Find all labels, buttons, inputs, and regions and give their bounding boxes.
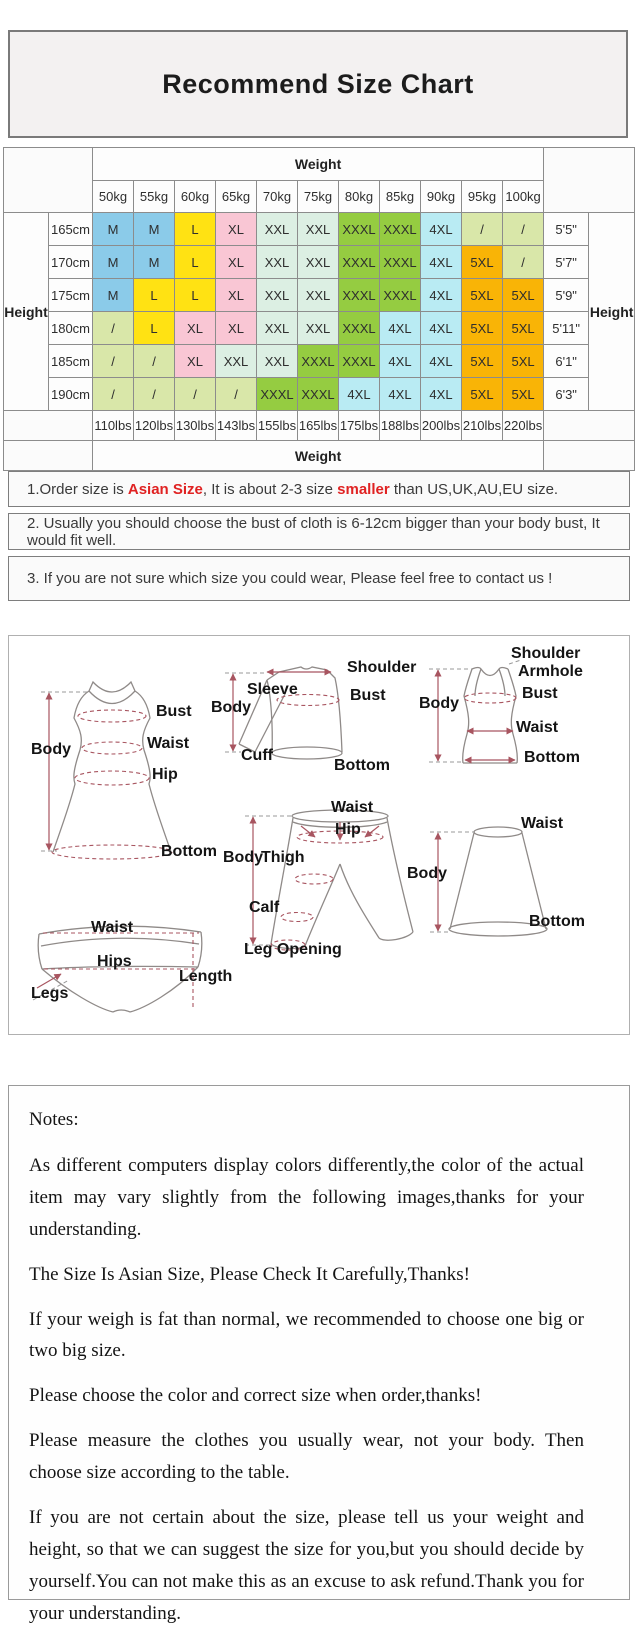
size-cell: XL xyxy=(175,345,216,378)
dress-bust-label: Bust xyxy=(156,703,192,720)
size-cell: 4XL xyxy=(421,312,462,345)
order-note-3 xyxy=(8,556,630,601)
size-cell: XXL xyxy=(257,279,298,312)
weight-footer-row xyxy=(4,441,635,471)
size-cell: 4XL xyxy=(421,246,462,279)
size-row-170cm xyxy=(4,246,635,279)
corner-bottom-left xyxy=(4,411,93,441)
lbs-row xyxy=(4,411,635,441)
height-cm-cell: 175cm xyxy=(49,279,93,312)
size-cell: XXXL xyxy=(339,246,380,279)
size-cell: L xyxy=(175,213,216,246)
height-cm-cell: 190cm xyxy=(49,378,93,411)
kg-header-cell: 65kg xyxy=(216,181,257,213)
size-row-185cm xyxy=(4,345,635,378)
size-cell: XXL xyxy=(298,312,339,345)
order-note-2-text: 2. Usually you should choose the bust of cloth is 6-12cm bigger than your body bust, It would fit well. xyxy=(27,514,600,549)
lbs-cell: 155lbs xyxy=(257,411,298,441)
size-cell: XXL xyxy=(298,246,339,279)
height-cm-cell: 170cm xyxy=(49,246,93,279)
kg-header-cell: 90kg xyxy=(421,181,462,213)
note1-red-smaller: smaller xyxy=(337,480,390,498)
note-paragraph-colors: As different computers display colors differently,the color of the actual item may vary slightly from the following images,thanks for your understanding. xyxy=(29,1154,584,1240)
order-note-1-text xyxy=(27,481,558,498)
lbs-cell: 120lbs xyxy=(134,411,175,441)
note-paragraph-choose: Please choose the color and correct size when order,thanks! xyxy=(29,1385,482,1407)
weight-header: Weight xyxy=(93,148,544,181)
briefs-length-label: Length xyxy=(179,968,233,985)
size-cell: 4XL xyxy=(380,345,421,378)
order-note-1 xyxy=(8,471,630,507)
size-cell: / xyxy=(93,312,134,345)
size-cell: XXXL xyxy=(257,378,298,411)
note1-part2: , It is about 2-3 size xyxy=(202,480,338,498)
size-cell: XXXL xyxy=(380,246,421,279)
size-cell: / xyxy=(93,378,134,411)
size-cell: 5XL xyxy=(503,312,544,345)
size-cell: 5XL xyxy=(462,345,503,378)
lbs-cell: 175lbs xyxy=(339,411,380,441)
size-cell: XL xyxy=(216,279,257,312)
size-cell: 4XL xyxy=(421,378,462,411)
height-cm-cell: 185cm xyxy=(49,345,93,378)
size-cell: XL xyxy=(216,213,257,246)
briefs-hips-label: Hips xyxy=(97,953,132,970)
lbs-cell: 165lbs xyxy=(298,411,339,441)
kg-header-row xyxy=(4,181,635,213)
pants-calf-label: Calf xyxy=(249,899,280,916)
size-cell: 4XL xyxy=(421,279,462,312)
top-cuff-label: Cuff xyxy=(241,747,273,764)
size-cell: XXL xyxy=(257,213,298,246)
pants-thigh-label: Thigh xyxy=(261,849,305,866)
size-cell: XXL xyxy=(257,246,298,279)
top-sleeve-label: Sleeve xyxy=(247,681,298,698)
vest-waist-label: Waist xyxy=(516,719,559,736)
size-cell: M xyxy=(134,246,175,279)
kg-header-cell: 55kg xyxy=(134,181,175,213)
order-note-2 xyxy=(8,513,630,550)
kg-header-cell: 80kg xyxy=(339,181,380,213)
top-bust-label: Bust xyxy=(350,687,386,704)
size-cell: XXXL xyxy=(339,213,380,246)
size-cell: M xyxy=(93,279,134,312)
size-cell: / xyxy=(134,378,175,411)
size-cell: 5XL xyxy=(462,312,503,345)
lbs-cell: 188lbs xyxy=(380,411,421,441)
dress-body-label: Body xyxy=(31,741,71,758)
size-cell: L xyxy=(175,279,216,312)
pants-leg-opening-label: Leg Opening xyxy=(244,941,342,958)
corner-top-right xyxy=(544,148,635,213)
size-cell: XXL xyxy=(257,345,298,378)
size-cell: XXXL xyxy=(339,345,380,378)
corner-footer-left xyxy=(4,441,93,471)
height-header-left: Height xyxy=(4,213,49,411)
lbs-cell: 130lbs xyxy=(175,411,216,441)
size-row-180cm xyxy=(4,312,635,345)
height-ft-cell: 5'5" xyxy=(544,213,589,246)
size-cell: 5XL xyxy=(462,246,503,279)
size-cell: 5XL xyxy=(503,279,544,312)
corner-top-left xyxy=(4,148,93,213)
note1-part3: than US,UK,AU,EU size. xyxy=(389,480,559,498)
size-cell: L xyxy=(175,246,216,279)
top-body-label: Body xyxy=(211,699,251,716)
lbs-cell: 110lbs xyxy=(93,411,134,441)
bottom-notes-box xyxy=(8,1085,630,1624)
size-cell: / xyxy=(503,213,544,246)
note1-part1: 1.Order size is xyxy=(27,480,128,498)
size-cell: / xyxy=(134,345,175,378)
vest-bottom-label: Bottom xyxy=(524,749,580,766)
size-cell: 4XL xyxy=(380,378,421,411)
size-cell: XXXL xyxy=(339,279,380,312)
weight-footer: Weight xyxy=(93,441,544,471)
order-note-3-text: 3. If you are not sure which size you could wear, Please feel free to contact us ! xyxy=(27,570,553,587)
kg-header-cell: 50kg xyxy=(93,181,134,213)
size-chart-table xyxy=(3,147,635,471)
size-cell: M xyxy=(93,246,134,279)
vest-shoulder-label: Shoulder xyxy=(511,645,581,662)
briefs-waist-label: Waist xyxy=(91,919,134,936)
size-cell: 4XL xyxy=(421,213,462,246)
note-paragraph-measure: Please measure the clothes you usually wear, not your body. Then choose size according to the table. xyxy=(29,1430,584,1484)
size-cell: 5XL xyxy=(503,345,544,378)
size-cell: XXXL xyxy=(298,345,339,378)
vest-bust-label: Bust xyxy=(522,685,558,702)
height-ft-cell: 6'1" xyxy=(544,345,589,378)
skirt-bottom-label: Bottom xyxy=(529,913,585,930)
size-cell: XXXL xyxy=(339,312,380,345)
kg-header-cell: 70kg xyxy=(257,181,298,213)
vest-body-label: Body xyxy=(419,695,459,712)
size-cell: / xyxy=(175,378,216,411)
note-paragraph-weigh: If your weigh is fat than normal, we recommended to choose one big or two big size. xyxy=(29,1308,584,1362)
height-header-right: Height xyxy=(589,213,635,411)
size-cell: / xyxy=(216,378,257,411)
dress-bottom-label: Bottom xyxy=(161,843,217,860)
weight-header-row xyxy=(4,148,635,181)
height-cm-cell: 180cm xyxy=(49,312,93,345)
corner-footer-right xyxy=(544,441,635,471)
size-row-165cm xyxy=(4,213,635,246)
height-ft-cell: 5'11" xyxy=(544,312,589,345)
pants-waist-label: Waist xyxy=(331,799,374,816)
size-cell: L xyxy=(134,312,175,345)
top-shoulder-label: Shoulder xyxy=(347,659,417,676)
size-cell: XXL xyxy=(298,279,339,312)
title-box xyxy=(8,30,628,138)
size-row-190cm xyxy=(4,378,635,411)
size-cell: 4XL xyxy=(380,312,421,345)
size-cell: XL xyxy=(175,312,216,345)
height-ft-cell: 5'9" xyxy=(544,279,589,312)
lbs-cell: 210lbs xyxy=(462,411,503,441)
size-cell: 5XL xyxy=(503,378,544,411)
pants-body-label: Body xyxy=(223,849,263,866)
size-cell: L xyxy=(134,279,175,312)
size-cell: 5XL xyxy=(462,378,503,411)
dress-waist-label: Waist xyxy=(147,735,190,752)
lbs-cell: 143lbs xyxy=(216,411,257,441)
note-paragraph-refund: If you are not certain about the size, please tell us your weight and height, so that we can suggest the size for you,but you should decide by yourself.You can not make this as an excuse to ask refund.Thank you for your understanding. xyxy=(29,1507,584,1624)
size-cell: 4XL xyxy=(339,378,380,411)
kg-header-cell: 95kg xyxy=(462,181,503,213)
size-cell: 5XL xyxy=(462,279,503,312)
height-ft-cell: 5'7" xyxy=(544,246,589,279)
lbs-cell: 220lbs xyxy=(503,411,544,441)
height-cm-cell: 165cm xyxy=(49,213,93,246)
height-ft-cell: 6'3" xyxy=(544,378,589,411)
size-cell: XXXL xyxy=(380,213,421,246)
size-cell: M xyxy=(93,213,134,246)
size-row-175cm xyxy=(4,279,635,312)
size-cell: XXXL xyxy=(298,378,339,411)
kg-header-cell: 100kg xyxy=(503,181,544,213)
size-cell: XXL xyxy=(257,312,298,345)
skirt-body-label: Body xyxy=(407,865,447,882)
pants-hip-label: Hip xyxy=(335,821,361,838)
skirt-waist-label: Waist xyxy=(521,815,564,832)
note1-red-asian-size: Asian Size xyxy=(127,480,203,498)
top-bottom-label: Bottom xyxy=(334,757,390,774)
kg-header-cell: 85kg xyxy=(380,181,421,213)
corner-bottom-right xyxy=(544,411,635,441)
size-cell: XL xyxy=(216,312,257,345)
size-cell: XL xyxy=(216,246,257,279)
dress-hip-label: Hip xyxy=(152,766,178,783)
measurement-diagrams xyxy=(8,635,630,1035)
size-cell: / xyxy=(503,246,544,279)
briefs-legs-label: Legs xyxy=(31,985,69,1002)
size-cell: XXL xyxy=(298,213,339,246)
kg-header-cell: 60kg xyxy=(175,181,216,213)
note-paragraph-asian-size: The Size Is Asian Size, Please Check It Carefully,Thanks! xyxy=(29,1263,470,1285)
notes-heading: Notes: xyxy=(29,1109,79,1130)
size-cell: / xyxy=(462,213,503,246)
size-cell: XXXL xyxy=(380,279,421,312)
size-cell: / xyxy=(93,345,134,378)
vest-armhole-label: Armhole xyxy=(518,663,583,680)
size-cell: M xyxy=(134,213,175,246)
size-cell: XXL xyxy=(216,345,257,378)
size-cell: 4XL xyxy=(421,345,462,378)
kg-header-cell: 75kg xyxy=(298,181,339,213)
lbs-cell: 200lbs xyxy=(421,411,462,441)
page-title: Recommend Size Chart xyxy=(162,68,474,99)
